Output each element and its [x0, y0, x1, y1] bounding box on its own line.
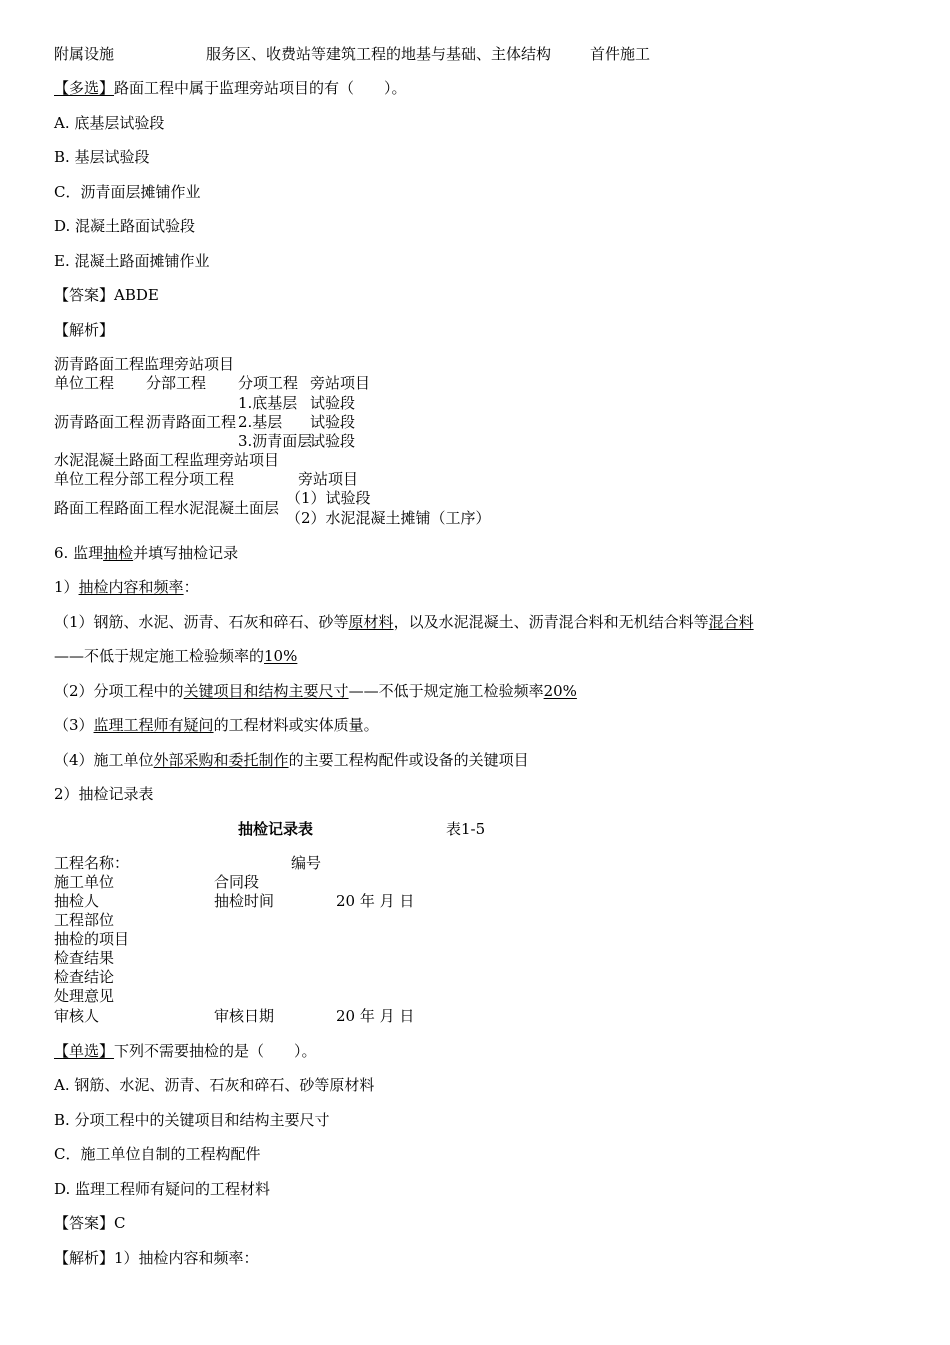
q1-option-a: A. 底基层试验段 [54, 114, 165, 132]
concrete-unit: 路面工程 [54, 499, 115, 517]
sec6-i2-mid: ——不低于规定施工检验频率 [348, 682, 544, 700]
concrete-header-station: 旁站项目 [298, 470, 359, 488]
concrete-part: 路面工程 [114, 499, 175, 517]
sec6-i1b-pre: ——不低于规定施工检验频率的 [54, 647, 265, 665]
sec6-i2-key-items: 关键项目和结构主要尺寸 [183, 682, 349, 700]
asphalt-row-1-station: 试验段 [310, 394, 356, 412]
sec6-p1-pre: 1） [54, 578, 79, 596]
sec6-p1-post: ： [183, 578, 199, 596]
sec6-i4-outsourced: 外部采购和委托制作 [153, 751, 289, 769]
sec6-i3-doubt: 监理工程师有疑问 [93, 716, 214, 734]
q1-question [54, 79, 407, 98]
asphalt-row-1-sub: 1.底基层 [238, 394, 298, 412]
asphalt-unit: 沥青路面工程 [54, 413, 145, 431]
form-review-date: 审核日期 [214, 1007, 275, 1025]
form-result: 检查结果 [54, 949, 115, 967]
asphalt-row-3-sub: 3.沥青面层 [238, 432, 313, 450]
asphalt-row-2-station: 试验段 [310, 413, 356, 431]
sec6-i4-post: 的主要工程构配件或设备的关键项目 [288, 751, 529, 769]
form-items: 抽检的项目 [54, 930, 130, 948]
sec6-i1-mixture: 混合料 [708, 613, 754, 631]
form-contract: 合同段 [214, 873, 260, 891]
concrete-table-title: 水泥混凝土路面工程监理旁站项目 [54, 451, 280, 469]
form-date-2: 20 年 月 日 [336, 1007, 415, 1025]
asphalt-header-station: 旁站项目 [310, 374, 371, 392]
form-reviewer: 审核人 [54, 1007, 100, 1025]
sec6-i2-percent: 20% [543, 682, 577, 700]
asphalt-header-part: 分部工程 [146, 374, 207, 392]
asphalt-row-3-station: 试验段 [310, 432, 356, 450]
sec6-heading-underlined: 抽检 [103, 544, 134, 562]
sec6-item-4 [54, 751, 529, 770]
asphalt-row-2-sub: 2.基层 [238, 413, 283, 431]
q2-option-d: D. 监理工程师有疑问的工程材料 [54, 1180, 271, 1198]
sec6-i1-mid: ，以及水泥混凝土、沥青混合料和无机结合料等 [393, 613, 709, 631]
sec6-point-2: 2）抽检记录表 [54, 785, 154, 803]
top-row-first-construction: 首件施工 [590, 45, 651, 63]
concrete-item-1: （1）试验段 [286, 489, 371, 507]
sec6-point-1 [54, 578, 199, 597]
concrete-item-2: （2）水泥混凝土摊铺（工序） [286, 509, 491, 527]
form-part: 工程部位 [54, 911, 115, 929]
sec6-heading-pre: 6. 监理 [54, 544, 104, 562]
asphalt-header-sub: 分项工程 [238, 374, 299, 392]
sec6-item-1 [54, 613, 754, 632]
q1-tag: 【多选】 [54, 79, 115, 97]
sec6-i2-pre: （2）分项工程中的 [54, 682, 184, 700]
q1-option-c: C．沥青面层摊铺作业 [54, 183, 201, 201]
q1-stem: 路面工程中属于监理旁站项目的有（ ）。 [114, 79, 407, 97]
q2-option-c: C．施工单位自制的工程构配件 [54, 1145, 261, 1163]
asphalt-header-unit: 单位工程 [54, 374, 115, 392]
form-title: 抽检记录表 [238, 820, 314, 838]
form-date-1: 20 年 月 日 [336, 892, 415, 910]
sec6-heading-post: 并填写抽检记录 [133, 544, 239, 562]
q2-answer: 【答案】C [54, 1214, 126, 1232]
form-conclusion: 检查结论 [54, 968, 115, 986]
q2-option-b: B. 分项工程中的关键项目和结构主要尺寸 [54, 1111, 330, 1129]
q2-tag: 【单选】 [54, 1042, 115, 1060]
top-row-scope: 服务区、收费站等建筑工程的地基与基础、主体结构 [206, 45, 552, 63]
sec6-item-2 [54, 682, 577, 701]
sec6-i3-post: 的工程材料或实体质量。 [213, 716, 379, 734]
sec6-i4-pre: （4）施工单位 [54, 751, 154, 769]
q1-answer: 【答案】ABDE [54, 286, 159, 304]
form-inspector: 抽检人 [54, 892, 100, 910]
form-table-number: 表1-5 [446, 820, 486, 838]
q2-analysis: 【解析】1）抽检内容和频率： [54, 1249, 259, 1267]
sec6-p1-underlined: 抽检内容和频率 [78, 578, 184, 596]
q2-question [54, 1042, 317, 1061]
q1-option-d: D. 混凝土路面试验段 [54, 217, 196, 235]
sec6-i3-pre: （3） [54, 716, 94, 734]
form-constructor: 施工单位 [54, 873, 115, 891]
q1-analysis-label: 【解析】 [54, 321, 115, 339]
asphalt-part: 沥青路面工程 [146, 413, 237, 431]
q1-option-b: B. 基层试验段 [54, 148, 150, 166]
concrete-header-unit: 单位工程 [54, 470, 115, 488]
sec6-item-3 [54, 716, 379, 735]
concrete-header-sub: 分项工程 [174, 470, 235, 488]
form-inspect-time: 抽检时间 [214, 892, 275, 910]
form-project-name: 工程名称： [54, 854, 130, 872]
sec6-i1b-percent: 10% [264, 647, 298, 665]
q2-stem: 下列不需要抽检的是（ ）。 [114, 1042, 317, 1060]
q2-option-a: A. 钢筋、水泥、沥青、石灰和碎石、砂等原材料 [54, 1076, 375, 1094]
sec6-i1-raw-material: 原材料 [348, 613, 394, 631]
top-row-facility: 附属设施 [54, 45, 115, 63]
sec6-item-1-frequency [54, 647, 297, 666]
form-number: 编号 [291, 854, 322, 872]
q1-option-e: E. 混凝土路面摊铺作业 [54, 252, 210, 270]
form-opinion: 处理意见 [54, 987, 115, 1005]
sec6-heading [54, 544, 238, 563]
asphalt-table-title: 沥青路面工程监理旁站项目 [54, 355, 235, 373]
concrete-header-part: 分部工程 [114, 470, 175, 488]
sec6-i1-pre: （1）钢筋、水泥、沥青、石灰和碎石、砂等 [54, 613, 349, 631]
concrete-sub: 水泥混凝土面层 [174, 499, 280, 517]
